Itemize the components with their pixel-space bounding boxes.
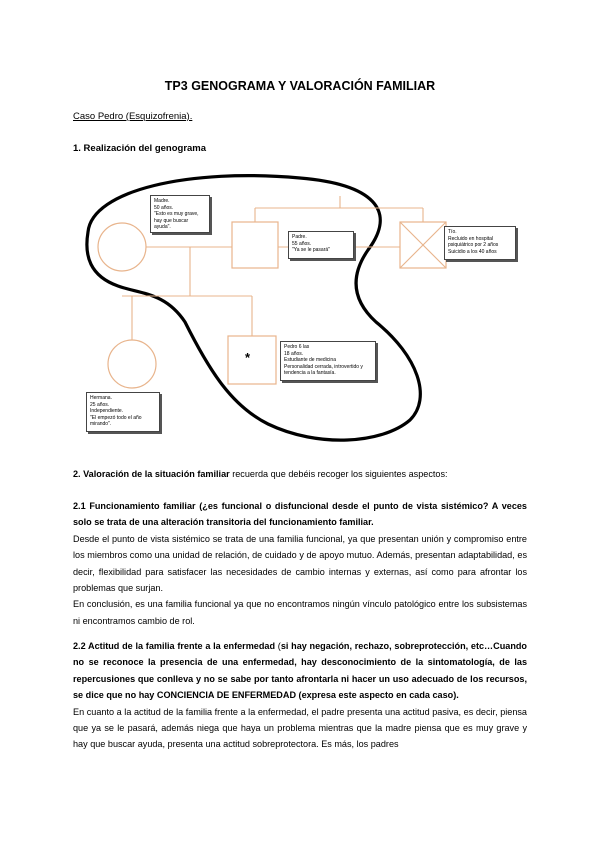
mother-note: Madre. 50 años. "Esto es muy grave, hay que buscar ayuda". <box>150 195 210 233</box>
page-title: TP3 GENOGRAMA Y VALORACIÓN FAMILIAR <box>164 79 436 93</box>
section-2-1-paragraph-2: En conclusión, es una familia funcional ya que no encontramos ningún vínculo patológico entre los subsistemas ni encontramos cambio de rol. <box>73 599 527 626</box>
uncle-note: Tío. Recluido en hospital psiquiátrico por 2 años Suicidio a los 40 años <box>444 226 516 260</box>
section-2-2-paragraph-1: En cuanto a la actitud de la familia frente a la enfermedad, el padre presenta una actitud pasiva, es decir, piensa que ya se le pasará, además niega que haya un problema mientras que la madre piensa que es muy grave y hay que buscar ayuda, presenta una actitud sobreprotectora. Es más, los padres <box>73 706 527 750</box>
father-note: Padre. 55 años. "Ya se le pasará" <box>288 231 354 259</box>
father-symbol <box>232 222 278 268</box>
pedro-index-asterisk: * <box>245 350 251 365</box>
section-2-1 <box>73 498 527 629</box>
sister-symbol <box>108 340 156 388</box>
section-2-1-heading: 2.1 Funcionamiento familiar (¿es funcional o disfuncional desde el punto de vista sistémico? A veces solo se trata de una alteración transitoria del funcionamiento familiar. <box>73 501 527 528</box>
section-2-heading: 2. Valoración de la situación familiar recuerda que debéis recoger los siguientes aspectos: <box>73 469 448 479</box>
case-label: Caso Pedro (Esquizofrenia). <box>73 111 193 122</box>
mother-symbol <box>98 223 146 271</box>
pedro-note: Pedro 6 las 18 años. Estudiante de medicina Personalidad cerrada, introvertido y tendencia a la fantasía. <box>280 341 376 381</box>
section-2-2-heading: 2.2 Actitud de la familia frente a la enfermedad (si hay negación, rechazo, sobreprotección, etc…Cuando no se reconoce la presencia de una enfermedad, hay desconocimiento de la sintomatología, de las repercusiones que conlleva y no se sabe por tanto afrontarla ni hacer un uso adecuado de los recursos, se dice que no hay CONCIENCIA DE ENFERMEDAD (expresa este aspecto en cada caso). <box>73 641 527 701</box>
sister-note: Hermana. 25 años. Independiente. "Él empezó todo el año mirando". <box>86 392 160 432</box>
pedro-symbol <box>228 336 276 384</box>
section-1-heading: 1. Realización del genograma <box>73 143 207 154</box>
section-2-2 <box>73 638 527 753</box>
section-2-1-paragraph-1: Desde el punto de vista sistémico se trata de una familia funcional, ya que presentan unión y compromiso entre los miembros como una unidad de relación, de cuidado y de apoyo mutuo. Además, presentan adaptabilidad, es decir, flexibilidad para satisfacer las necesidades de cambio internas y externas, así como para afrontar los problemas que surjan. <box>73 533 527 594</box>
